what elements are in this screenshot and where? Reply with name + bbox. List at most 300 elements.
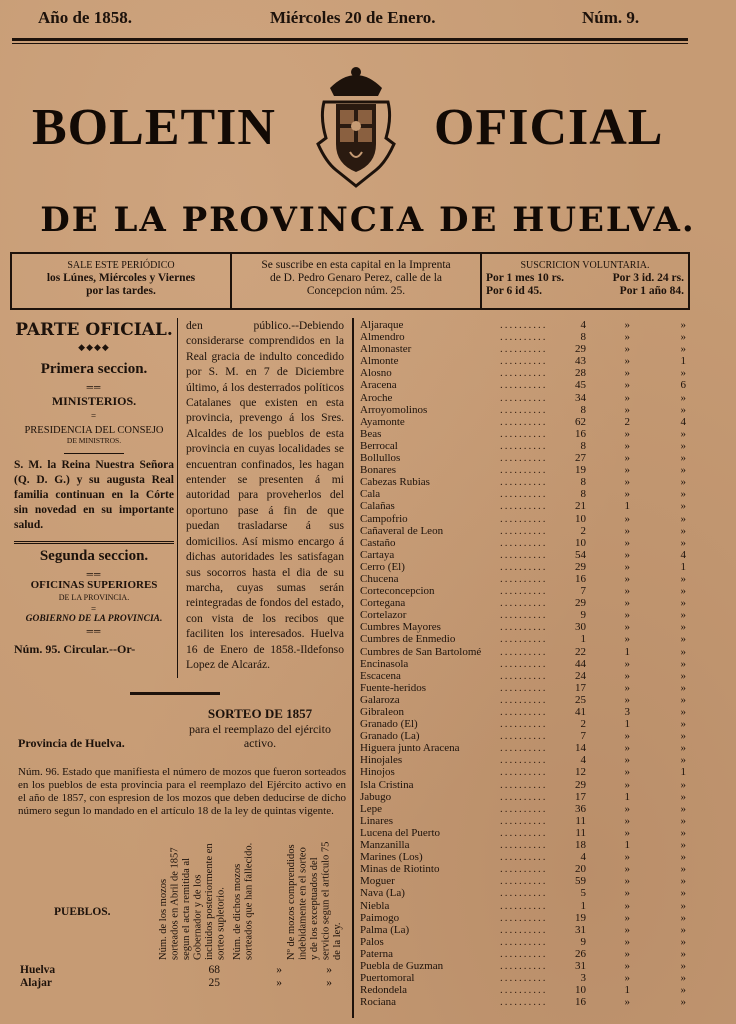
value-exceptuados: » (680, 319, 686, 331)
value-exceptuados: » (680, 657, 686, 670)
dot-leader: .......... (500, 524, 548, 537)
row-name: Huelva (20, 964, 56, 976)
table-row (360, 488, 686, 500)
value-fallecidos: » (624, 609, 630, 622)
value-exceptuados: » (680, 439, 686, 452)
town-name: Cumbres de Enmedio (360, 633, 456, 646)
dot-leader: .......... (500, 548, 548, 561)
town-name: Niebla (360, 899, 390, 912)
town-name: Aljaraque (360, 319, 404, 331)
value-fallecidos: 3 (624, 706, 630, 718)
value-fallecidos: » (624, 439, 630, 452)
town-name: Chucena (360, 572, 399, 585)
value-sorteados: 5 (580, 887, 586, 900)
column-header-exceptuados: Nº de mozos comprendidos indebidamente en el sorteo y de los exceptuados del servicio segun el artículo 75 de la ley. (286, 841, 343, 960)
value-exceptuados: » (680, 972, 686, 985)
table-row (360, 573, 686, 585)
dot-leader: .......... (500, 863, 548, 876)
value-sorteados: 9 (580, 609, 586, 622)
table-row (360, 621, 686, 633)
price-6-months: Por 6 id 45. (486, 285, 543, 297)
table-row (360, 718, 686, 730)
value-exceptuados: » (680, 572, 686, 585)
table-row (360, 416, 686, 428)
town-name: Castaño (360, 536, 396, 549)
value-exceptuados: » (680, 367, 686, 380)
value-fallecidos: » (624, 391, 630, 404)
dot-leader: .......... (500, 415, 548, 428)
column-divider-2 (352, 318, 354, 1018)
dot-leader: .......... (500, 887, 548, 900)
town-name: Gibraleon (360, 706, 404, 718)
town-name: Cala (360, 488, 381, 501)
dot-leader: .......... (500, 923, 548, 936)
value-exceptuados: » (680, 851, 686, 864)
table-row (360, 392, 686, 404)
dot-leader: .......... (500, 754, 548, 767)
title-right: OFICIAL (434, 99, 664, 156)
dot-leader: .......... (500, 391, 548, 404)
value-exceptuados: » (680, 464, 686, 477)
value-sorteados: 62 (575, 415, 586, 428)
table-row (360, 863, 686, 875)
value-sorteados: 17 (575, 790, 586, 803)
town-name: Jabugo (360, 790, 392, 803)
dot-leader: .......... (500, 621, 548, 634)
value-exceptuados: 1 (680, 766, 686, 779)
dot-leader: .......... (500, 560, 548, 573)
equals-rule-2: = (90, 604, 98, 614)
value-exceptuados: » (680, 923, 686, 936)
value-sorteados: 25 (575, 693, 586, 706)
value-exceptuados: » (680, 802, 686, 815)
value-sorteados: 9 (580, 935, 586, 948)
dot-leader: .......... (500, 597, 548, 610)
dot-leader: .......... (500, 572, 548, 585)
value-fallecidos: » (624, 959, 630, 972)
value-fallecidos: » (624, 972, 630, 985)
value-sorteados: 41 (575, 706, 586, 718)
value-fallecidos: » (624, 947, 630, 960)
value-sorteados: 16 (575, 427, 586, 440)
table-row (360, 742, 686, 754)
town-name: Isla Cristina (360, 778, 414, 791)
value-sorteados: 19 (575, 464, 586, 477)
table-row (360, 343, 686, 355)
table-row (360, 440, 686, 452)
dot-leader: .......... (500, 814, 548, 827)
subscribe-line-2: de D. Pedro Genaro Perez, calle de la (269, 272, 443, 284)
value-exceptuados: 1 (680, 560, 686, 573)
table-row (360, 851, 686, 863)
double-rule: ══ (86, 382, 102, 392)
value-exceptuados: » (680, 597, 686, 610)
value-sorteados: 8 (580, 439, 586, 452)
value-sorteados: 18 (575, 839, 586, 852)
value-exceptuados: 4 (680, 415, 686, 428)
value-fallecidos: » (624, 343, 630, 356)
value-exceptuados: » (680, 524, 686, 537)
value-sorteados: 20 (575, 863, 586, 876)
value-exceptuados: » (680, 996, 686, 1009)
town-name: Alosno (360, 367, 392, 380)
dot-leader: .......... (500, 851, 548, 864)
sorteo-rows (20, 964, 350, 990)
value-exceptuados: » (680, 331, 686, 344)
town-name: Marines (Los) (360, 851, 423, 864)
dot-leader: .......... (500, 633, 548, 646)
value-exceptuados: » (680, 730, 686, 743)
table-row (360, 549, 686, 561)
value-sorteados: 21 (575, 500, 586, 513)
table-row (360, 984, 686, 996)
table-row (20, 964, 350, 977)
value-exceptuados: » (680, 488, 686, 501)
value-exceptuados: » (680, 814, 686, 827)
value-sorteados: 34 (575, 391, 586, 404)
dot-leader: .......... (500, 609, 548, 622)
town-name: Redondela (360, 984, 408, 997)
dot-leader: .......... (500, 899, 548, 912)
table-row (360, 585, 686, 597)
value-exceptuados: » (680, 500, 686, 513)
dot-leader: .......... (500, 984, 548, 997)
section-rule (14, 541, 174, 544)
value-exceptuados: » (680, 669, 686, 682)
column-header-fallecidos: Núm. de dichos mozos sorteados que han fallecido. (232, 842, 255, 960)
value-fallecidos: » (624, 427, 630, 440)
row-value-b: » (276, 964, 282, 976)
sorteo-subtitle-1: para el reemplazo del ejército (189, 722, 331, 736)
dot-leader: .......... (500, 331, 548, 344)
row-value-c: » (326, 977, 332, 989)
dot-leader: .......... (500, 681, 548, 694)
value-sorteados: 29 (575, 597, 586, 610)
primera-seccion-heading: Primera seccion. (40, 361, 148, 377)
value-sorteados: 7 (580, 730, 586, 743)
table-row (360, 682, 686, 694)
column-divider-1 (177, 318, 178, 678)
date-label: Miércoles 20 de Enero. (270, 8, 436, 27)
table-row (360, 730, 686, 742)
dot-leader: .......... (500, 355, 548, 368)
value-fallecidos: » (624, 572, 630, 585)
value-sorteados: 19 (575, 911, 586, 924)
value-exceptuados: » (680, 536, 686, 549)
dot-leader: .......... (500, 706, 548, 718)
value-exceptuados: » (680, 863, 686, 876)
value-sorteados: 10 (575, 512, 586, 525)
town-name: Cerro (El) (360, 560, 405, 573)
value-sorteados: 1 (580, 633, 586, 646)
value-exceptuados: » (680, 427, 686, 440)
table-row (360, 658, 686, 670)
value-fallecidos: » (624, 669, 630, 682)
dot-leader: .......... (500, 766, 548, 779)
double-rule-2: ══ (86, 569, 102, 579)
town-name: Lucena del Puerto (360, 826, 441, 839)
value-fallecidos: » (624, 597, 630, 610)
row-name: Alajar (20, 977, 52, 989)
town-name: Moguer (360, 875, 395, 888)
value-sorteados: 4 (580, 754, 586, 767)
dot-leader: .......... (500, 935, 548, 948)
value-exceptuados: » (680, 718, 686, 731)
table-row (360, 803, 686, 815)
value-fallecidos: » (624, 863, 630, 876)
dot-leader: .......... (500, 947, 548, 960)
value-exceptuados: » (680, 343, 686, 356)
subscribe-line-3: Concepcion núm. 25. (306, 285, 406, 297)
town-name: Almendro (360, 331, 405, 344)
row-value-b: » (276, 977, 282, 989)
parte-oficial-heading: PARTE OFICIAL. (15, 320, 173, 340)
dot-leader: .......... (500, 669, 548, 682)
table-row (360, 839, 686, 851)
town-name: Higuera junto Aracena (360, 742, 460, 755)
presidencia-heading: PRESIDENCIA DEL CONSEJO (24, 425, 164, 436)
dot-leader: .......... (500, 585, 548, 598)
dot-leader: .......... (500, 488, 548, 501)
town-name: Ayamonte (360, 415, 405, 428)
value-exceptuados: 6 (680, 379, 686, 392)
table-row (360, 912, 686, 924)
table-row (360, 319, 686, 331)
town-name: Fuente-heridos (360, 681, 426, 694)
dot-leader: .......... (500, 536, 548, 549)
dot-leader: .......... (500, 826, 548, 839)
value-sorteados: 10 (575, 984, 586, 997)
town-name: Palma (La) (360, 923, 410, 936)
value-fallecidos: » (624, 319, 630, 331)
value-exceptuados: » (680, 585, 686, 598)
town-name: Corteconcepcion (360, 585, 435, 598)
town-name: Almonaster (360, 343, 412, 356)
table-row (360, 827, 686, 839)
value-sorteados: 45 (575, 379, 586, 392)
value-sorteados: 4 (580, 851, 586, 864)
dot-leader: .......... (500, 996, 548, 1009)
value-fallecidos: » (624, 887, 630, 900)
table-row (360, 815, 686, 827)
table-row (360, 537, 686, 549)
value-fallecidos: » (624, 331, 630, 344)
value-fallecidos: » (624, 814, 630, 827)
provincia-label: Provincia de Huelva. (18, 736, 125, 750)
dot-leader: .......... (500, 959, 548, 972)
value-sorteados: 2 (580, 524, 586, 537)
dot-leader: .......... (500, 512, 548, 525)
table-row (360, 464, 686, 476)
value-fallecidos: 1 (624, 718, 630, 731)
info-box (10, 252, 690, 310)
value-exceptuados: » (680, 681, 686, 694)
value-sorteados: 29 (575, 343, 586, 356)
left-column (14, 320, 174, 657)
table-row (360, 779, 686, 791)
sorteo-subtitle-2: activo. (243, 736, 277, 750)
table-row (360, 452, 686, 464)
table-row (360, 972, 686, 984)
value-exceptuados: » (680, 742, 686, 755)
value-sorteados: 26 (575, 947, 586, 960)
segunda-seccion-heading: Segunda seccion. (39, 548, 149, 564)
table-row (360, 791, 686, 803)
value-fallecidos: » (624, 657, 630, 670)
town-name: Campofrio (360, 512, 408, 525)
value-fallecidos: » (624, 911, 630, 924)
value-fallecidos: » (624, 935, 630, 948)
town-name: Cortegana (360, 597, 406, 610)
value-fallecidos: » (624, 996, 630, 1009)
value-sorteados: 27 (575, 452, 586, 465)
value-fallecidos: » (624, 476, 630, 489)
town-name: Bollullos (360, 452, 401, 465)
price-1-year: Por 1 año 84. (619, 285, 684, 297)
value-exceptuados: » (680, 706, 686, 718)
value-sorteados: 30 (575, 621, 586, 634)
town-name: Cartaya (360, 548, 395, 561)
value-exceptuados: » (680, 476, 686, 489)
dot-leader: .......... (500, 693, 548, 706)
value-fallecidos: » (624, 464, 630, 477)
dot-leader: .......... (500, 875, 548, 888)
value-fallecidos: » (624, 826, 630, 839)
coat-of-arms-emblem (310, 58, 402, 196)
presidencia-subheading: DE MINISTROS. (66, 436, 122, 445)
table-row (360, 924, 686, 936)
value-fallecidos: 1 (624, 500, 630, 513)
subtitle: DE LA PROVINCIA DE HUELVA. (40, 200, 696, 240)
dot-leader: .......... (500, 464, 548, 477)
value-sorteados: 28 (575, 367, 586, 380)
value-exceptuados: » (680, 790, 686, 803)
table-row (360, 404, 686, 416)
dot-leader: .......... (500, 379, 548, 392)
table-row (360, 694, 686, 706)
table-row (360, 936, 686, 948)
value-fallecidos: 1 (624, 839, 630, 852)
value-fallecidos: » (624, 899, 630, 912)
town-name: Cañaveral de Leon (360, 524, 444, 537)
value-sorteados: 14 (575, 742, 586, 755)
value-fallecidos: » (624, 633, 630, 646)
value-sorteados: 59 (575, 875, 586, 888)
table-row (360, 646, 686, 658)
value-sorteados: 12 (575, 766, 586, 779)
table-row (360, 875, 686, 887)
value-sorteados: 2 (580, 718, 586, 731)
dot-leader: .......... (500, 718, 548, 731)
publishes-time: por las tardes. (86, 285, 156, 297)
town-name: Bonares (360, 464, 397, 477)
value-sorteados: 11 (575, 826, 586, 839)
dot-leader: .......... (500, 645, 548, 658)
value-fallecidos: » (624, 585, 630, 598)
value-sorteados: 10 (575, 536, 586, 549)
value-sorteados: 7 (580, 585, 586, 598)
town-name: Beas (360, 427, 382, 440)
dot-leader: .......... (500, 367, 548, 380)
table-row (360, 428, 686, 440)
circular-start: Núm. 95. Circular.--Or- (14, 642, 136, 656)
value-sorteados: 16 (575, 572, 586, 585)
value-fallecidos: » (624, 802, 630, 815)
value-fallecidos: » (624, 730, 630, 743)
town-name: Cumbres de San Bartolomé (360, 645, 482, 658)
dot-leader: .......... (500, 730, 548, 743)
town-name: Puertomoral (360, 972, 415, 985)
double-rule-3: ══ (86, 626, 102, 636)
subscribe-line-1: Se suscribe en esta capital en la Imprenta (261, 259, 451, 271)
town-name: Rociana (360, 996, 397, 1009)
value-exceptuados: » (680, 391, 686, 404)
value-sorteados: 24 (575, 669, 586, 682)
equals-rule: = (90, 411, 98, 421)
value-sorteados: 36 (575, 802, 586, 815)
value-sorteados: 8 (580, 331, 586, 344)
sorteo-top-rule (130, 692, 220, 695)
value-fallecidos: 1 (624, 984, 630, 997)
value-sorteados: 8 (580, 488, 586, 501)
value-sorteados: 22 (575, 645, 586, 658)
value-fallecidos: » (624, 681, 630, 694)
dot-leader: .......... (500, 742, 548, 755)
value-sorteados: 8 (580, 403, 586, 416)
town-name: Linares (360, 814, 393, 827)
town-name: Cabezas Rubias (360, 476, 430, 489)
value-exceptuados: » (680, 512, 686, 525)
table-row (360, 597, 686, 609)
town-name: Granado (La) (360, 730, 420, 743)
dot-leader: .......... (500, 790, 548, 803)
header-rule (12, 38, 688, 41)
value-exceptuados: » (680, 875, 686, 888)
town-name: Manzanilla (360, 839, 410, 852)
value-sorteados: 31 (575, 923, 586, 936)
table-row (360, 355, 686, 367)
ornament-divider: ◆◆◆◆ (78, 342, 110, 352)
town-name: Encinasola (360, 657, 409, 670)
value-fallecidos: 1 (624, 790, 630, 803)
value-exceptuados: » (680, 899, 686, 912)
value-exceptuados: » (680, 403, 686, 416)
value-fallecidos: » (624, 923, 630, 936)
table-row (360, 670, 686, 682)
publishes-days: los Lúnes, Miércoles y Viernes (46, 272, 196, 284)
dot-leader: .......... (500, 839, 548, 852)
value-fallecidos: » (624, 851, 630, 864)
royal-news-text: S. M. la Reina Nuestra Señora (Q. D. G.) y su augusta Real familia continuan en la Córte sin novedad en su importante salud. (14, 459, 174, 531)
table-row (360, 367, 686, 379)
price-3-months: Por 3 id. 24 rs. (612, 272, 684, 284)
table-row (360, 887, 686, 899)
value-fallecidos: » (624, 524, 630, 537)
value-sorteados: 11 (575, 814, 586, 827)
town-name: Escacena (360, 669, 401, 682)
row-value-c: » (326, 964, 332, 976)
value-fallecidos: 2 (624, 415, 630, 428)
town-name: Puebla de Guzman (360, 959, 444, 972)
town-name: Lepe (360, 802, 382, 815)
value-sorteados: 29 (575, 560, 586, 573)
table-row (360, 948, 686, 960)
table-row (360, 525, 686, 537)
dot-leader: .......... (500, 427, 548, 440)
town-name: Cumbres Mayores (360, 621, 441, 634)
value-sorteados: 44 (575, 657, 586, 670)
town-name: Hinojales (360, 754, 403, 767)
